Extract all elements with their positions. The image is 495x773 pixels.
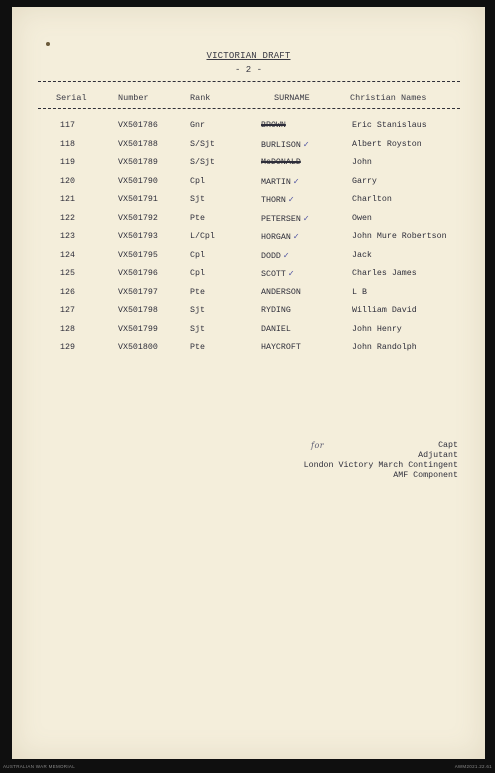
rank-cell: Cpl [190,269,205,278]
table-row [12,343,485,357]
number-cell: VX501792 [118,213,158,223]
rank-cell: S/Sjt [190,139,215,149]
number-cell: VX501797 [118,287,158,297]
footer-archive-name: AUSTRALIAN WAR MEMORIAL [3,764,75,769]
check-mark-icon: ✓ [287,195,295,204]
table-row [12,232,485,246]
signature-unit: London Victory March Contingent [303,461,458,470]
number-cell: VX501795 [118,250,158,260]
rank-cell: Pte [190,343,205,352]
serial-cell: 119 [60,158,75,167]
serial-cell: 127 [60,306,75,315]
rank-cell: Pte [190,213,205,223]
signature-rank: Capt [438,441,458,450]
serial-cell: 124 [60,250,75,260]
punch-hole [46,42,50,46]
table-row [12,214,485,228]
column-header-rank: Rank [190,93,211,103]
table-row [12,121,485,135]
check-mark-icon: ✓ [292,232,300,241]
christian-names-cell: John [352,158,372,167]
christian-names-cell: John Mure Robertson [352,232,447,241]
christian-names-cell: John Randolph [352,343,417,352]
serial-cell: 122 [60,213,75,223]
rank-cell: Sjt [190,306,205,315]
surname-cell: McDONALD [261,158,301,167]
handwritten-signature: for [311,441,325,450]
signature-component: AMF Component [393,471,458,480]
rank-cell: Sjt [190,324,205,334]
table-row [12,195,485,209]
christian-names-cell: L B [352,287,367,297]
surname-cell: HORGAN ✓ [261,232,300,242]
serial-cell: 129 [60,343,75,352]
rank-cell: S/Sjt [190,158,215,167]
surname-cell: DANIEL [261,324,291,334]
rank-cell: Gnr [190,121,205,130]
check-mark-icon: ✓ [282,250,290,260]
rank-cell: Sjt [190,195,205,204]
serial-cell: 128 [60,324,75,334]
header-rule-bottom [38,108,460,109]
rank-cell: L/Cpl [190,232,215,241]
serial-cell: 117 [60,121,75,130]
document-page [12,7,485,759]
number-cell: VX501786 [118,121,158,130]
header-rule-top [38,81,460,82]
check-mark-icon: ✓ [292,176,300,186]
number-cell: VX501790 [118,176,158,186]
table-row [12,177,485,191]
number-cell: VX501800 [118,343,158,352]
christian-names-cell: William David [352,306,417,315]
serial-cell: 118 [60,139,75,149]
surname-cell: THORN ✓ [261,195,295,205]
footer-reference: AWM2021.22.61 [454,764,492,769]
christian-names-cell: John Henry [352,324,402,334]
christian-names-cell: Eric Stanislaus [352,121,427,130]
christian-names-cell: Jack [352,250,372,260]
column-header-surname: SURNAME [274,93,310,103]
serial-cell: 126 [60,287,75,297]
table-row [12,325,485,339]
christian-names-cell: Owen [352,213,372,223]
surname-cell: MARTIN ✓ [261,176,300,187]
table-row [12,251,485,265]
table-row [12,158,485,172]
number-cell: VX501793 [118,232,158,241]
document-title: VICTORIAN DRAFT [206,51,291,61]
number-cell: VX501789 [118,158,158,167]
number-cell: VX501798 [118,306,158,315]
serial-cell: 121 [60,195,75,204]
christian-names-cell: Charlton [352,195,392,204]
check-mark-icon: ✓ [302,213,310,223]
christian-names-cell: Garry [352,176,377,186]
rank-cell: Cpl [190,176,205,186]
table-row [12,269,485,283]
number-cell: VX501788 [118,139,158,149]
surname-cell: RYDING [261,306,291,315]
check-mark-icon: ✓ [287,269,295,278]
christian-names-cell: Charles James [352,269,417,278]
surname-cell: ANDERSON [261,287,301,297]
number-cell: VX501799 [118,324,158,334]
number-cell: VX501796 [118,269,158,278]
surname-cell: DODD ✓ [261,250,290,261]
surname-cell: PETERSEN ✓ [261,213,310,224]
number-cell: VX501791 [118,195,158,204]
serial-cell: 120 [60,176,75,186]
page-number: - 2 - [234,65,262,75]
column-header-christian-names: Christian Names [350,93,427,103]
surname-cell: SCOTT ✓ [261,269,295,279]
surname-cell: BROWN [261,121,286,130]
table-row [12,306,485,320]
signature-role: Adjutant [418,451,458,460]
rank-cell: Cpl [190,250,205,260]
surname-cell: HAYCROFT [261,343,301,352]
table-row [12,140,485,154]
column-header-number: Number [118,93,149,103]
christian-names-cell: Albert Royston [352,139,422,149]
rank-cell: Pte [190,287,205,297]
table-row [12,288,485,302]
surname-cell: BURLISON ✓ [261,139,310,150]
column-header-serial: Serial [56,93,87,103]
serial-cell: 123 [60,232,75,241]
serial-cell: 125 [60,269,75,278]
check-mark-icon: ✓ [302,139,310,149]
